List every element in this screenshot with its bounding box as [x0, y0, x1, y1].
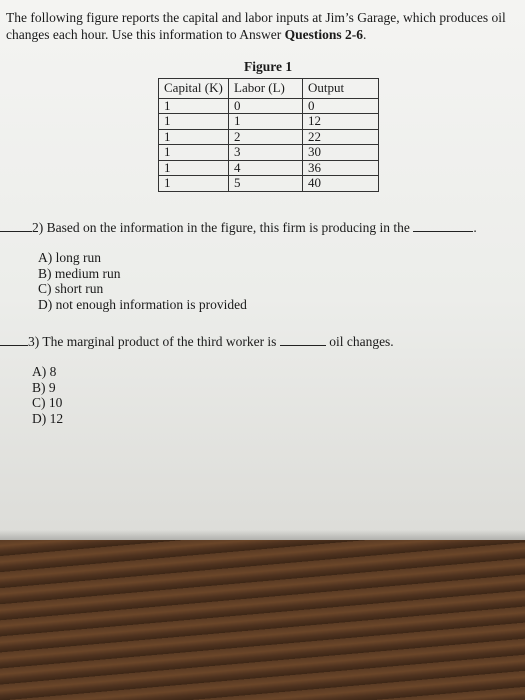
figure-table [158, 78, 379, 192]
question-2-text: 2) Based on the information in the figure, this firm is producing in the [32, 220, 410, 235]
question-2-end: . [473, 220, 477, 235]
table-row [159, 114, 379, 130]
intro-line-2-text: changes each hour. Use this information to Answer [6, 27, 285, 42]
cell-output: 40 [303, 176, 379, 192]
question-3 [0, 333, 394, 350]
cell-labor: 2 [229, 129, 303, 145]
cell-capital: 1 [159, 160, 229, 176]
question-3-options [32, 364, 63, 426]
table-row [159, 98, 379, 114]
figure-title: Figure 1 [244, 59, 293, 74]
cell-capital: 1 [159, 129, 229, 145]
intro-line-1: The following figure reports the capital and labor inputs at Jim’s Garage, which produces oil [6, 10, 506, 25]
answer-blank-q2[interactable] [0, 219, 32, 232]
intro-paragraph [6, 9, 506, 43]
option-d: D) 12 [32, 410, 64, 426]
option-c: C) short run [38, 281, 104, 296]
intro-questions-ref: Questions 2-6 [284, 27, 363, 42]
fill-in-blank-q2[interactable] [413, 219, 473, 232]
cell-labor: 0 [229, 98, 303, 114]
cell-output: 0 [303, 98, 379, 114]
answer-blank-q3[interactable] [0, 333, 28, 346]
cell-labor: 3 [229, 145, 303, 161]
cell-labor: 1 [229, 114, 303, 130]
cell-output: 12 [303, 114, 379, 130]
cell-capital: 1 [159, 176, 229, 192]
option-c: C) 10 [32, 395, 63, 410]
cell-labor: 5 [229, 176, 303, 192]
table-row [159, 145, 379, 161]
question-3-text: 3) The marginal product of the third worker is [28, 334, 277, 349]
cell-capital: 1 [159, 98, 229, 114]
option-a: A) long run [38, 250, 101, 265]
option-b: B) medium run [38, 265, 121, 281]
option-d: D) not enough information is provided [38, 296, 247, 312]
cell-output: 36 [303, 160, 379, 176]
cell-output: 30 [303, 145, 379, 161]
table-row [159, 129, 379, 145]
header-output: Output [303, 79, 379, 99]
question-2-options [38, 250, 247, 312]
intro-line-2-end: . [362, 27, 367, 42]
table-row [159, 160, 379, 176]
option-b: B) 9 [32, 379, 56, 395]
question-3-text-end: oil changes. [329, 334, 394, 349]
table-row [159, 176, 379, 192]
cell-labor: 4 [229, 160, 303, 176]
cell-output: 22 [303, 129, 379, 145]
table-header-row [159, 79, 379, 99]
header-capital: Capital (K) [159, 79, 229, 99]
intro-line-2 [6, 26, 506, 43]
header-labor: Labor (L) [229, 79, 303, 99]
option-a: A) 8 [32, 364, 57, 379]
fill-in-blank-q3[interactable] [280, 333, 326, 346]
cell-capital: 1 [159, 114, 229, 130]
wooden-desk-background [0, 540, 525, 700]
question-2 [0, 219, 477, 236]
cell-capital: 1 [159, 145, 229, 161]
